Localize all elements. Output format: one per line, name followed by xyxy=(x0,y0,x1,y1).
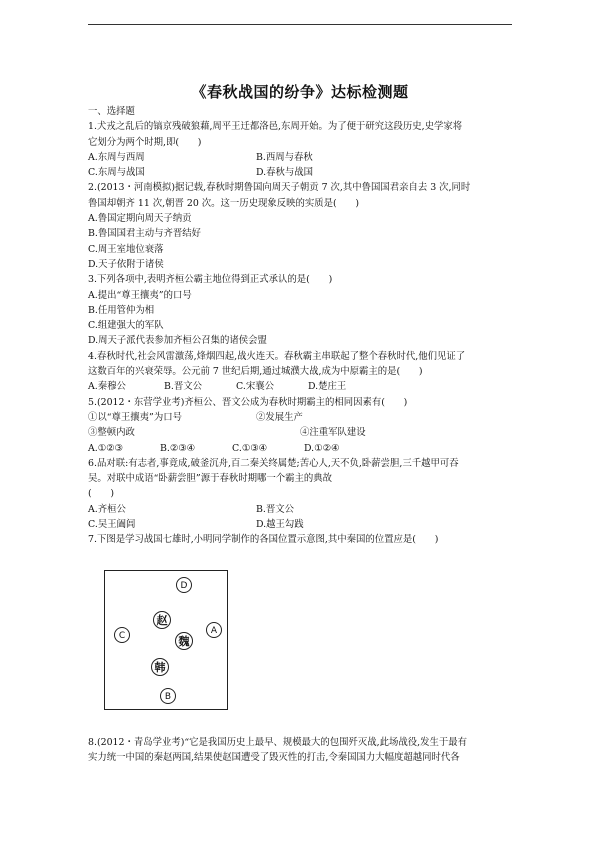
page-title: 《春秋战国的纷争》达标检测题 xyxy=(191,83,409,101)
diagram-label-c: C xyxy=(114,627,130,643)
q5-items-row1 xyxy=(88,410,512,425)
q1-option-a: A.东周与西周 xyxy=(88,151,145,163)
q5-option-d: D.①②④ xyxy=(304,442,340,454)
q5-item-4: ④注重军队建设 xyxy=(300,427,366,439)
q1-option-b: B.西周与春秋 xyxy=(256,151,313,163)
warring-states-diagram xyxy=(104,570,228,710)
q1-stem-line1: 1.犬戎之乱后的镐京残破狼藉,周平王迁都洛邑,东周开始。为了便于研究这段历史,史学家将 xyxy=(88,121,463,133)
question-list xyxy=(88,104,512,548)
q6-stem-line2: 吴。对联中成语“卧薪尝胆”源于春秋时期哪一个霸主的典故 xyxy=(88,473,332,485)
q3-option-b: B.任用管仲为相 xyxy=(88,304,155,316)
q6-option-d: D.越王勾践 xyxy=(256,519,304,531)
q4-option-d: D.楚庄王 xyxy=(308,381,347,393)
q5-items-row2 xyxy=(88,425,512,440)
q2-option-d: D.天子依附于诸侯 xyxy=(88,258,164,270)
q5-option-a: A.①②③ xyxy=(88,442,123,454)
q6-options-row2 xyxy=(88,517,512,532)
section-heading: 一、选择题 xyxy=(88,106,135,117)
q6-option-c: C.吴王阖闾 xyxy=(88,519,136,531)
q1-options-row2 xyxy=(88,165,512,180)
q7-stem-line1: 7.下图是学习战国七雄时,小明同学制作的各国位置示意图,其中秦国的位置应是( ) xyxy=(88,534,439,546)
q2-option-b: B.鲁国国君主动与齐晋结好 xyxy=(88,228,201,240)
q6-stem-line1: 6.品对联:有志者,事竟成,破釜沉舟,百二秦关终属楚;苦心人,天不负,卧薪尝胆,三千越甲可吞 xyxy=(88,457,459,469)
q2-option-c: C.周王室地位衰落 xyxy=(88,243,164,255)
q4-stem-line2: 这数百年的兴衰荣辱。公元前 7 世纪后期,通过城濮大战,成为中原霸主的是( ) xyxy=(88,366,423,378)
q1-stem-line2: 它划分为两个时期,即( ) xyxy=(88,136,202,148)
q3-option-d: D.周天子派代表参加齐桓公召集的诸侯会盟 xyxy=(88,335,267,347)
q5-option-b: B.②③④ xyxy=(160,442,196,454)
diagram-state-han: 韩 xyxy=(151,658,169,676)
diagram-label-d: D xyxy=(176,577,192,593)
diagram-label-b: B xyxy=(160,688,176,704)
q6-options-row1 xyxy=(88,502,512,517)
q5-item-3: ③整顿内政 xyxy=(88,427,135,439)
q2-option-a: A.鲁国定期向周天子纳贡 xyxy=(88,213,192,225)
diagram-state-wei: 魏 xyxy=(175,632,193,650)
q4-option-a: A.秦穆公 xyxy=(88,381,126,393)
q5-stem-line1: 5.(2012・东营学业考)齐桓公、晋文公成为春秋时期霸主的相同因素有( ) xyxy=(88,396,408,408)
q4-stem-line1: 4.春秋时代,社会风雷激荡,烽烟四起,战火连天。春秋霸主串联起了整个春秋时代,他们见证了 xyxy=(88,350,466,362)
q3-option-c: C.组建强大的军队 xyxy=(88,320,164,332)
diagram-label-a: A xyxy=(206,622,222,638)
q4-option-b: B.晋文公 xyxy=(164,381,202,393)
diagram-state-zhao: 赵 xyxy=(153,611,171,629)
q2-stem-line1: 2.(2013・河南模拟)据记载,春秋时期鲁国向周天子朝贡 7 次,其中鲁国国君亲自去 3 次,同时 xyxy=(88,182,471,194)
question-8 xyxy=(88,735,512,766)
q8-stem-line2: 实力统一中国的秦赵两国,结果使赵国遭受了毁灭性的打击,令秦国国力大幅度超越同时代各 xyxy=(88,752,460,764)
q6-option-b: B.晋文公 xyxy=(256,503,294,515)
q2-stem-line2: 鲁国却朝齐 11 次,朝晋 20 次。这一历史现象反映的实质是( ) xyxy=(88,197,360,209)
q5-options xyxy=(88,441,512,456)
q5-option-c: C.①③④ xyxy=(232,442,268,454)
q6-stem-line3: ( ) xyxy=(88,488,115,500)
q3-stem-line1: 3.下列各项中,表明齐桓公霸主地位得到正式承认的是( ) xyxy=(88,274,333,286)
q5-item-1: ①以“尊王攘夷”为口号 xyxy=(88,411,182,423)
q4-option-c: C.宋襄公 xyxy=(236,381,274,393)
q6-option-a: A.齐桓公 xyxy=(88,503,126,515)
top-rule xyxy=(88,24,512,25)
q1-option-d: D.春秋与战国 xyxy=(256,167,314,179)
q3-option-a: A.提出“尊王攘夷”的口号 xyxy=(88,289,192,301)
q4-options xyxy=(88,379,512,394)
q1-options-row1 xyxy=(88,150,512,165)
q8-stem-line1: 8.(2012・青岛学业考)“它是我国历史上最早、规模最大的包围歼灭战,此场战役,发生于最有 xyxy=(88,737,467,748)
q1-option-c: C.东周与战国 xyxy=(88,167,145,179)
q5-item-2: ②发展生产 xyxy=(256,411,303,423)
